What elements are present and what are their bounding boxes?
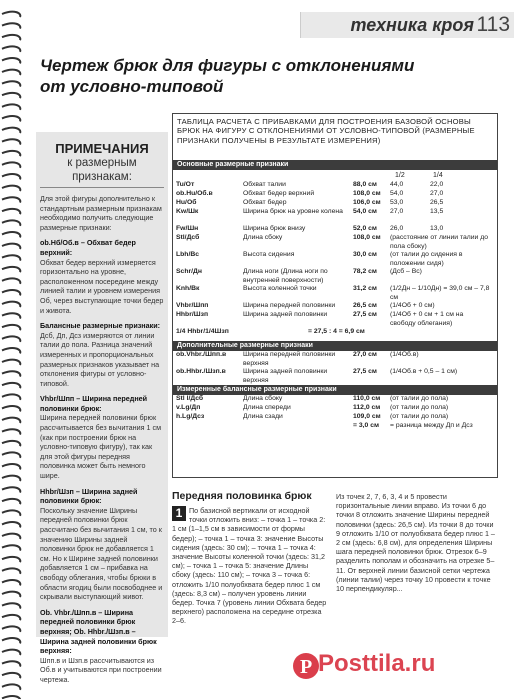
- summary-value: = 27,5 : 4 = 6,9 см: [308, 328, 365, 335]
- row-name: Длина спереди: [243, 404, 291, 411]
- row-code: ob.Hu/Об.в: [176, 190, 213, 197]
- row-code: Vhbr/Шпп: [176, 302, 209, 309]
- spiral-loop: [2, 128, 20, 133]
- table-row: [173, 395, 497, 404]
- table-row: [173, 368, 497, 385]
- table-column-headers: [173, 170, 497, 181]
- spiral-loop: [2, 336, 20, 341]
- spiral-loop: [2, 197, 20, 202]
- body-column-right: [336, 492, 496, 642]
- spiral-loop: [2, 394, 20, 399]
- page-number: 113: [476, 13, 510, 36]
- note-heading: Vhbr/Шпп – Ширина передней половинки брюк:: [40, 394, 148, 413]
- row-code: v.Lg/Дп: [176, 404, 201, 411]
- spiral-loop: [2, 220, 20, 225]
- row-name: Ширина брюк внизу: [243, 225, 306, 232]
- row-code: Hu/Об: [176, 199, 197, 206]
- row-quarter: 13,5: [430, 208, 444, 215]
- row-half: (расстояние от линии талии до пола сбоку): [390, 234, 488, 250]
- row-value: 108,0 см: [353, 234, 381, 241]
- row-name: Обхват бедер верхний: [243, 190, 315, 197]
- table-section-header: Измеренные балансные размерные признаки: [173, 385, 497, 395]
- summary-value: = 3,0 см: [353, 422, 380, 429]
- spiral-loop: [2, 348, 20, 353]
- column-half: 1/2: [395, 172, 405, 179]
- row-code: Schr/Дн: [176, 268, 202, 275]
- spiral-loop: [2, 615, 20, 620]
- page-header: [300, 12, 514, 38]
- spiral-loop: [2, 383, 20, 388]
- row-half: (от талии до пола): [390, 404, 449, 411]
- main-title-line-1: Чертеж брюк для фигуры с отклонениями: [40, 56, 415, 75]
- row-value: 78,2 см: [353, 268, 377, 275]
- row-name: Длина ноги (Длина ноги по внутренней поверхности): [243, 268, 328, 284]
- spiral-loop: [2, 93, 20, 98]
- summary-desc: = разница между Дп и Дсз: [390, 422, 473, 429]
- table-rows-balance: [173, 395, 497, 422]
- row-half: 44,0: [390, 181, 404, 188]
- spiral-loop: [2, 116, 20, 121]
- row-value: 27,0 см: [353, 351, 377, 358]
- row-half: (1/4Об.в): [390, 351, 419, 358]
- spiral-loop: [2, 290, 20, 295]
- spiral-loop: [2, 174, 20, 179]
- row-quarter: 26,5: [430, 199, 444, 206]
- spiral-loop: [2, 267, 20, 272]
- row-name: Длина сзади: [243, 413, 283, 420]
- notes-subtitle: к размерным признакам:: [40, 156, 164, 188]
- spiral-loop: [2, 580, 20, 585]
- row-half: (1/4Об.в + 0,5 – 1 см): [390, 368, 458, 375]
- table-rows-main: [173, 181, 497, 328]
- table-summary-row: [173, 328, 497, 341]
- table-row: [173, 285, 497, 302]
- row-half: (1/4Об + 0 см + 1 см на свободу облегания): [390, 311, 464, 327]
- row-value: 106,0 см: [353, 199, 381, 206]
- row-name: Высота сидения: [243, 251, 295, 258]
- spiral-loop: [2, 568, 20, 573]
- row-quarter: 27,0: [430, 190, 444, 197]
- table-row: [173, 199, 497, 208]
- spiral-loop: [2, 35, 20, 40]
- column-quarter: 1/4: [433, 172, 443, 179]
- table-row: [173, 268, 497, 285]
- summary-label: 1/4 Hhbr/1/4Шзп: [176, 328, 229, 335]
- row-half: (от талии до пола): [390, 395, 449, 402]
- row-half: 53,0: [390, 199, 404, 206]
- table-summary-row: [173, 422, 497, 432]
- row-code: Kw/Шк: [176, 208, 199, 215]
- row-code: ob.Hhbr./Шзп.в: [176, 368, 226, 375]
- spiral-loop: [2, 360, 20, 365]
- spiral-loop: [2, 70, 20, 75]
- row-name: Высота коленной точки: [243, 285, 317, 292]
- note-heading: Hhbr/Шзп – Ширина задней половинки брюк:: [40, 486, 138, 506]
- row-name: Длина сбоку: [243, 234, 283, 241]
- table-row: [173, 190, 497, 199]
- spiral-loop: [2, 371, 20, 376]
- spiral-loop: [2, 12, 20, 17]
- spiral-loop: [2, 673, 20, 678]
- row-value: 108,0 см: [353, 190, 381, 197]
- row-half: (от талии до сидения в положении сидя): [390, 251, 463, 267]
- row-name: Ширина передней половинки верхняя: [243, 351, 336, 367]
- note-text: Ширина передней половинки брюк рассчитывается без вычитания 1 см (как при построении брюк на условно-типовую фигуру), так как для этой фигуры передняя половинка может быть немного шире.: [40, 413, 162, 481]
- row-code: h.Lg/Дсз: [176, 413, 205, 420]
- spiral-loop: [2, 104, 20, 109]
- row-value: 31,2 см: [353, 285, 377, 292]
- row-code: Hhbr/Шзп: [176, 311, 209, 318]
- table-row: [173, 302, 497, 311]
- notes-title: ПРИМЕЧАНИЯ: [55, 141, 149, 156]
- table-row: [173, 225, 497, 234]
- row-code: Stl l/Дсб: [176, 395, 204, 402]
- row-name: Ширина брюк на уровне колена: [243, 208, 343, 215]
- svg-text:P: P: [300, 656, 313, 678]
- table-rows-additional: [173, 351, 497, 385]
- spiral-loop: [2, 603, 20, 608]
- row-name: Обхват талии: [243, 181, 286, 188]
- row-value: 112,0 см: [353, 404, 381, 411]
- spiral-loop: [2, 464, 20, 469]
- row-code: Stl/Дсб: [176, 234, 200, 241]
- spiral-loop: [2, 278, 20, 283]
- spiral-loop: [2, 162, 20, 167]
- row-value: 52,0 см: [353, 225, 377, 232]
- spiral-loop: [2, 325, 20, 330]
- section-heading: Передняя половинка брюк: [172, 490, 312, 502]
- spiral-loop: [2, 406, 20, 411]
- note-text: Шпп.в и Шзп.в рассчитываются из Об.в и учитываются при построении чертежа.: [40, 655, 162, 684]
- row-half: (1/4Об + 0 см): [390, 302, 435, 309]
- spiral-loop: [2, 510, 20, 515]
- main-title-line-2: от условно-типовой: [40, 77, 224, 96]
- spiral-loop: [2, 441, 20, 446]
- spiral-loop: [2, 46, 20, 51]
- row-half: 54,0: [390, 190, 404, 197]
- table-row: [173, 311, 497, 328]
- note-text: Поскольку значение Ширины передней половинки брюк рассчитано без вычитания 1 см, то к значению Ширины задней половинки брюк не добавляется 1 см. Но к Ширине задней половинки добавляется 1 см – прибавка на свободу облегания, чтобы брюки в области ягодиц были посвободнее и скрывали выступающий живот.: [40, 505, 163, 602]
- note-text: Обхват бедер верхний измеряется горизонтально на уровне, расположенном посередине между линией талии и уровнем измерения Об, через выступающие точки бедер и живота.: [40, 257, 164, 315]
- calculation-table: [172, 113, 498, 478]
- spiral-loop: [2, 313, 20, 318]
- row-half: (Дсб – Вс): [390, 268, 422, 275]
- row-quarter: 22,0: [430, 181, 444, 188]
- watermark-text: Posttila.ru: [318, 650, 436, 677]
- notes-intro: Для этой фигуры дополнительно к стандартным размерным признакам необходимо получить следующие размерные признаки:: [40, 194, 162, 232]
- spiral-loop: [2, 81, 20, 86]
- spiral-loop: [2, 302, 20, 307]
- row-code: ob.Vhbr./Шпп.в: [176, 351, 227, 358]
- row-value: 54,0 см: [353, 208, 377, 215]
- table-row: [173, 208, 497, 225]
- spiral-loop: [2, 232, 20, 237]
- row-half: (1/2Дн – 1/10Дн) = 39,0 см – 7,8 см: [390, 285, 490, 301]
- spiral-loop: [2, 661, 20, 666]
- spiral-loop: [2, 139, 20, 144]
- row-name: Ширина передней половинки: [243, 302, 336, 309]
- spiral-loop: [2, 429, 20, 434]
- row-value: 27,5 см: [353, 311, 377, 318]
- table-row: [173, 181, 497, 190]
- spiral-loop: [2, 545, 20, 550]
- note-heading: ob.Нб/Об.в – Обхват бедер верхний:: [40, 238, 136, 257]
- spiral-loop: [2, 255, 20, 260]
- spiral-loop: [2, 244, 20, 249]
- spiral-loop: [2, 452, 20, 457]
- spiral-loop: [2, 23, 20, 28]
- note-text: Дсб, Дп, Дсз измеряются от линии талии до пола. Разница значений измеренных и пропорциональных размерных признаков указывает на отклонения фигуры от условно-типовой.: [40, 330, 160, 388]
- row-quarter: 13,0: [430, 225, 444, 232]
- spiral-loop: [2, 638, 20, 643]
- table-row: [173, 234, 497, 251]
- table-section-header: Основные размерные признаки: [173, 160, 497, 170]
- step-number-badge: 1: [172, 506, 186, 521]
- table-row: [173, 251, 497, 268]
- row-name: Обхват бедер: [243, 199, 287, 206]
- note-heading: Ob. Vhbr./Шпп.в – Ширина передней половинки брюк верхняя; Ob. Hhbr./Шзп.в – Ширина задней половинки брюк верхняя:: [40, 607, 157, 656]
- row-code: Lbh/Вс: [176, 251, 200, 258]
- notes-sidebar: [36, 132, 168, 684]
- spiral-loop: [2, 209, 20, 214]
- row-value: 88,0 см: [353, 181, 377, 188]
- spiral-loop: [2, 534, 20, 539]
- row-code: Knh/Вк: [176, 285, 200, 292]
- row-name: Ширина задней половинки верхняя: [243, 368, 328, 384]
- row-value: 109,0 см: [353, 413, 381, 420]
- spiral-loop: [2, 418, 20, 423]
- row-name: Длина сбоку: [243, 395, 283, 402]
- spiral-loop: [2, 476, 20, 481]
- spiral-loop: [2, 151, 20, 156]
- row-name: Ширина задней половинки: [243, 311, 328, 318]
- spiral-loop: [2, 684, 20, 689]
- main-title: [40, 55, 460, 97]
- spiral-loop: [2, 58, 20, 63]
- table-row: [173, 413, 497, 422]
- note-heading: Балансные размерные признаки:: [40, 321, 161, 331]
- spiral-loop: [2, 186, 20, 191]
- spiral-loop: [2, 557, 20, 562]
- spiral-loop: [2, 592, 20, 597]
- spiral-binding: [0, 0, 24, 699]
- section-title: техника кроя: [350, 15, 474, 35]
- row-half: (от талии до пола): [390, 413, 449, 420]
- row-code: Tu/От: [176, 181, 195, 188]
- table-section-header: Дополнительные размерные признаки: [173, 341, 497, 351]
- body-text: Из точек 2, 7, 6, 3, 4 и 5 провести горизонтальные линии вправо. Из точки 6 до точки 8 отложить значение Ширины передней половинки (здесь: 26,5 см). Из точки 8 до точки 9 отложить 1/10 от полуобхвата бедер плюс 1 – 2 см (здесь: 6,8 см), для определения Ширины шага передней половинки брюк. Отрезок 6–9 разделить пополам и обозначить на отрезке 5–11. От верхней линии базисной сетки чертежа (линии талии) через точку 10 провести к точке 10 перпендикуляр...: [336, 492, 495, 594]
- body-text: По базисной вертикали от исходной точки отложить вниз: – точка 1 – точка 2: 1 см (1–1,5 см в зависимости от формы бедер); – точка 1 – точка 3: значение Высоты сидения (здесь: 30 см); – точка 1 – точка 4: значение Высоты коленной точки (здесь: 31,2 см); – точка 1 – точка 5: значение Длины сбоку (здесь: 110 см); – точка 3 – точка 6: отложить 1/10 полуобхвата бедер плюс 1 см (здесь: 8,3 см) – получен уровень линии бедер. Точка 7 (уровень линии Обхвата бедер верхнего) расположена на середине отрезка 2–6.: [172, 506, 327, 626]
- spiral-loop: [2, 626, 20, 631]
- row-code: Fw/Шн: [176, 225, 199, 232]
- row-value: 110,0 см: [353, 395, 381, 402]
- row-half: 27,0: [390, 208, 404, 215]
- spiral-loop: [2, 650, 20, 655]
- row-half: 26,0: [390, 225, 404, 232]
- table-caption: ТАБЛИЦА РАСЧЕТА С ПРИБАВКАМИ ДЛЯ ПОСТРОЕНИЯ БАЗОВОЙ ОСНОВЫ БРЮК НА ФИГУРУ С ОТКЛОНЕНИЯМИ ОТ УСЛОВНО-ТИПОВОЙ (РАЗМЕРНЫЕ ПРИЗНАКИ ПОЛУЧЕНЫ В РЕЗУЛЬТАТЕ ИЗМЕРЕНИЯ): [177, 117, 475, 145]
- table-row: [173, 404, 497, 413]
- row-value: 30,0 см: [353, 251, 377, 258]
- table-row: [173, 351, 497, 368]
- row-value: 26,5 см: [353, 302, 377, 309]
- spiral-loop: [2, 499, 20, 504]
- spiral-loop: [2, 522, 20, 527]
- row-value: 27,5 см: [353, 368, 377, 375]
- spiral-loop: [2, 487, 20, 492]
